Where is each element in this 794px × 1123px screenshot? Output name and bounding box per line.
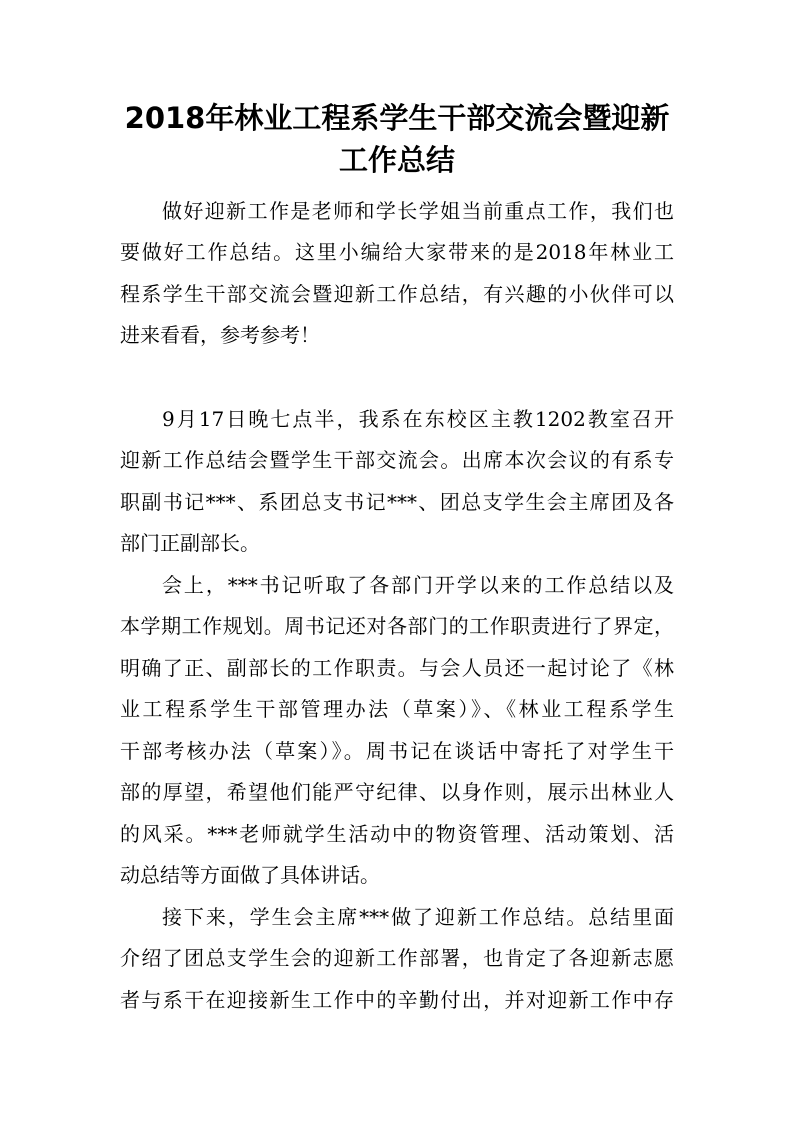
paragraph-3-line-4: 业工程系学生干部管理办法（草案）》、《林业工程系学生 xyxy=(120,697,674,721)
paragraph-2-line-2: 迎新工作总结会暨学生干部交流会。出席本次会议的有系专 xyxy=(120,448,674,472)
paragraph-3-line-3: 明确了正、副部长的工作职责。与会人员还一起讨论了《林 xyxy=(120,656,674,680)
paragraph-2-line-1: 9月17日晚七点半，我系在东校区主教1202教室召开 xyxy=(162,407,674,431)
paragraph-3-line-7: 的风采。***老师就学生活动中的物资管理、活动策划、活 xyxy=(120,822,674,846)
paragraph-3-line-2: 本学期工作规划。周书记还对各部门的工作职责进行了界定， xyxy=(120,614,674,638)
paragraph-1-line-2: 要做好工作总结。这里小编给大家带来的是2018年林业工 xyxy=(120,240,674,264)
paragraph-1-line-4: 进来看看，参考参考！ xyxy=(120,323,320,347)
paragraph-3-line-1: 会上，***书记听取了各部门开学以来的工作总结以及 xyxy=(162,573,674,597)
paragraph-1-line-3: 程系学生干部交流会暨迎新工作总结，有兴趣的小伙伴可以 xyxy=(120,282,674,306)
paragraph-1-line-1: 做好迎新工作是老师和学长学姐当前重点工作，我们也 xyxy=(162,199,674,223)
paragraph-4-line-2: 介绍了团总支学生会的迎新工作部署，也肯定了各迎新志愿 xyxy=(120,946,674,970)
paragraph-4-line-3: 者与系干在迎接新生工作中的辛勤付出，并对迎新工作中存 xyxy=(120,988,674,1012)
paragraph-2-line-3: 职副书记***、系团总支书记***、团总支学生会主席团及各 xyxy=(120,490,674,514)
paragraph-2-line-4: 部门正副部长。 xyxy=(120,531,260,555)
paragraph-4-line-1: 接下来，学生会主席***做了迎新工作总结。总结里面 xyxy=(162,905,674,929)
paragraph-3-line-6: 部的厚望，希望他们能严守纪律、以身作则，展示出林业人 xyxy=(120,780,674,804)
paragraph-3-line-5: 干部考核办法（草案）》。周书记在谈话中寄托了对学生干 xyxy=(120,739,674,763)
paragraph-3-line-8: 动总结等方面做了具体讲话。 xyxy=(120,863,380,887)
document-title-line-2: 工作总结 xyxy=(338,143,455,177)
document-title-line-1: 2018年林业工程系学生干部交流会暨迎新 xyxy=(124,101,670,135)
